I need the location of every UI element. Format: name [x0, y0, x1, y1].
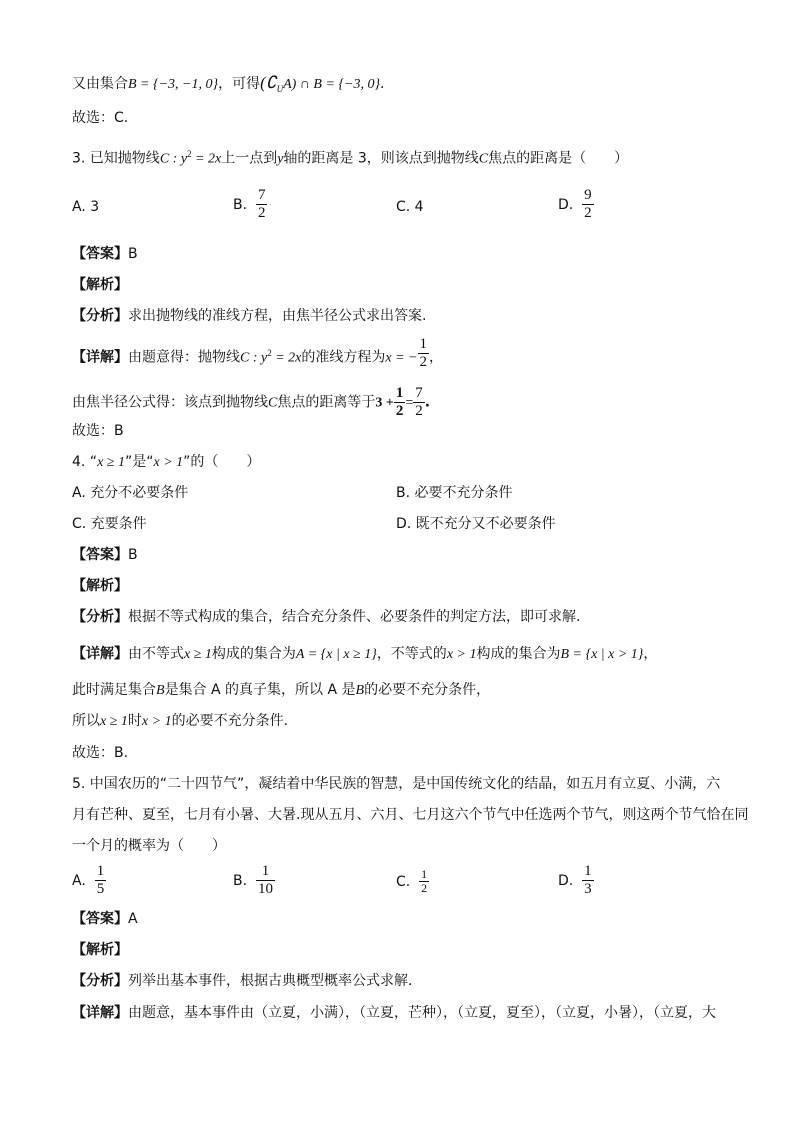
math-sup: 2	[187, 149, 192, 159]
denominator: 2	[257, 205, 266, 221]
text: .	[380, 76, 385, 92]
q4-answer	[72, 545, 138, 565]
math: x ≥ 1	[100, 714, 128, 729]
math: C : y	[159, 151, 188, 167]
text: C. 充要条件	[72, 516, 147, 532]
fraction	[256, 863, 275, 898]
text: 所以	[72, 713, 100, 729]
text: 由题意，基本事件由（立夏，小满），（立夏，芒种），（立夏，夏至），（立夏，小暑），（立夏，大	[128, 1005, 716, 1021]
math: x > 1	[446, 647, 477, 662]
tag: 【详解】	[72, 646, 128, 662]
math-complement: (∁	[260, 73, 277, 92]
q4-detail-2	[72, 680, 490, 701]
tag: 【分析】	[72, 308, 128, 324]
q5-answer	[72, 909, 138, 929]
text: ，可得	[218, 76, 261, 92]
text: 故选：B.	[72, 745, 129, 761]
fraction	[582, 863, 594, 898]
q4-option-c	[72, 514, 147, 534]
q4-choose	[72, 743, 128, 763]
text: C. 4	[396, 199, 424, 215]
text: 构成的集合为	[476, 646, 561, 662]
q3-jiexi	[72, 275, 128, 295]
q3-answer	[72, 244, 138, 264]
text: A	[128, 911, 138, 927]
denominator: 2	[421, 881, 428, 895]
math: y	[277, 151, 284, 167]
text: 时	[127, 713, 142, 729]
math-sup: 2	[267, 348, 272, 358]
q3-option-a	[72, 197, 99, 217]
tag: 【解析】	[72, 942, 128, 958]
q4-detail-3	[72, 711, 288, 732]
text: 的必要不充分条件.	[171, 713, 289, 729]
math: x ≥ 1	[97, 455, 125, 470]
fraction	[418, 336, 430, 371]
math: B	[156, 683, 165, 698]
text: 由不等式	[128, 646, 184, 662]
q5-jiexi	[72, 940, 128, 960]
q5-option-c	[396, 868, 429, 895]
numerator: 1	[419, 336, 427, 353]
text: B.	[233, 196, 248, 213]
q4-detail-1	[72, 644, 657, 665]
q4-jiexi	[72, 576, 128, 596]
q3-choose	[72, 421, 124, 441]
text: 月有芒种、夏至，七月有小暑、大暑.现从五月、六月、七月这六个节气中任选两个节气，则这两个节气恰在同	[72, 807, 749, 823]
denominator: 5	[96, 881, 105, 897]
fraction	[394, 385, 406, 420]
q5-option-a	[72, 863, 106, 898]
text: D.	[558, 196, 574, 213]
text: A. 3	[72, 199, 100, 215]
tag: 【解析】	[72, 277, 128, 293]
text: ”的（ ）	[183, 454, 261, 470]
tag: 【答案】	[72, 547, 128, 563]
tag: 【分析】	[72, 609, 128, 625]
numerator: 7	[415, 385, 423, 401]
q3-analysis	[72, 306, 426, 326]
text: B	[128, 547, 138, 563]
math: = 2x	[191, 151, 222, 167]
denominator: 10	[257, 881, 273, 897]
choose-line	[72, 108, 128, 128]
text: 轴的距离是 3，则该点到抛物线	[283, 150, 479, 167]
numerator: 1	[421, 867, 428, 881]
text: ，不等式的	[376, 646, 447, 662]
math: x > 1	[141, 714, 172, 729]
q5-option-d	[558, 863, 594, 898]
text: 3. 已知抛物线	[72, 150, 160, 167]
numerator: 1	[96, 863, 105, 879]
math: C	[478, 151, 489, 167]
denominator: 2	[419, 354, 427, 371]
text: D.	[558, 872, 574, 889]
q3-option-b	[233, 187, 267, 222]
text: 根据不等式构成的集合，结合充分条件、必要条件的判定方法，即可求解.	[128, 609, 581, 625]
text: A. 充分不必要条件	[72, 485, 189, 501]
text: B.	[233, 872, 248, 889]
text: 的准线方程为	[301, 349, 386, 366]
tag: 【详解】	[72, 349, 128, 366]
math-set-b: B = {−3, −1, 0}	[128, 77, 219, 92]
q3-option-c	[396, 197, 424, 217]
text: 由焦半径公式得：该点到抛物线	[72, 394, 268, 411]
text: ”是“	[124, 454, 154, 470]
math: B	[355, 683, 365, 698]
text: D. 既不充分又不必要条件	[396, 516, 556, 532]
text: 的必要不充分条件，	[364, 682, 491, 698]
question-3-stem	[72, 144, 628, 170]
text: 构成的集合为	[211, 646, 296, 662]
denominator: 2	[395, 403, 404, 419]
numerator: 1	[261, 863, 270, 879]
math: 3 +	[375, 395, 394, 411]
text: ，	[643, 646, 658, 662]
q5-option-b	[233, 863, 275, 898]
tag: 【答案】	[72, 911, 128, 927]
math: x = −	[385, 350, 418, 366]
q3-detail-2	[72, 385, 430, 420]
text: ，	[429, 349, 443, 366]
tag: 【答案】	[72, 246, 128, 262]
text: 故选：B	[72, 423, 124, 439]
text: 是集合 A 的真子集，所以 A 是	[164, 682, 356, 698]
tag: 【解析】	[72, 578, 128, 594]
q3-option-d	[558, 187, 594, 222]
fraction	[582, 187, 594, 222]
text: 求出抛物线的准线方程，由焦半径公式求出答案.	[128, 308, 427, 324]
fraction	[419, 868, 429, 895]
numerator: 7	[257, 187, 266, 203]
denominator: 2	[584, 205, 592, 221]
question-5-line-3	[72, 836, 226, 856]
q4-option-a	[72, 483, 188, 503]
math: B = {x | x > 1}	[560, 647, 644, 662]
math: A = {x | x ≥ 1}	[295, 647, 377, 662]
math-intersection: A) ∩ B = {−3, 0}	[283, 77, 381, 92]
denominator: 2	[415, 403, 423, 419]
numerator: 1	[395, 385, 404, 401]
text: 列举出基本事件，根据古典概型概率公式求解．	[128, 973, 422, 989]
fraction	[95, 863, 107, 898]
numerator: 1	[584, 863, 592, 879]
fraction	[256, 187, 268, 222]
text: 此时满足集合	[72, 682, 156, 698]
text: C.	[396, 873, 411, 890]
fraction	[413, 385, 425, 420]
question-5-line-2	[72, 805, 748, 825]
denominator: 3	[584, 881, 592, 897]
math: x > 1	[153, 455, 184, 470]
text: A.	[72, 872, 86, 889]
text: 4. “	[72, 454, 98, 470]
math: x ≥ 1	[184, 647, 212, 662]
numerator: 9	[584, 187, 592, 203]
tag: 【分析】	[72, 973, 128, 989]
math: =	[405, 395, 414, 411]
q5-detail	[72, 1003, 716, 1023]
q4-option-b	[396, 483, 513, 503]
math: = 2x	[271, 350, 302, 366]
text: .	[424, 394, 431, 411]
q3-detail-1	[72, 336, 443, 371]
text: 焦点的距离等于	[277, 394, 376, 411]
text: B	[128, 246, 138, 262]
math-subscript: U	[276, 83, 284, 94]
text: 故选：C.	[72, 110, 129, 126]
math: C : y	[240, 350, 268, 366]
text: 又由集合	[72, 76, 128, 92]
tag: 【详解】	[72, 1005, 128, 1021]
q4-analysis	[72, 607, 580, 627]
question-5-line-1	[72, 774, 720, 794]
text: 5. 中国农历的“二十四节气”，凝结着中华民族的智慧，是中国传统文化的结晶，如五月有立夏、小满，六	[72, 776, 721, 792]
text: 一个月的概率为（ ）	[72, 838, 226, 854]
math: C	[268, 395, 278, 411]
q4-option-d	[396, 514, 556, 534]
text: 上一点到	[221, 150, 278, 167]
text: 焦点的距离是（ ）	[488, 150, 629, 167]
q5-analysis	[72, 971, 422, 991]
text: B. 必要不充分条件	[396, 485, 513, 501]
set-result-line	[72, 73, 385, 99]
question-4-stem	[72, 452, 260, 473]
text: 由题意得：抛物线	[128, 349, 240, 366]
